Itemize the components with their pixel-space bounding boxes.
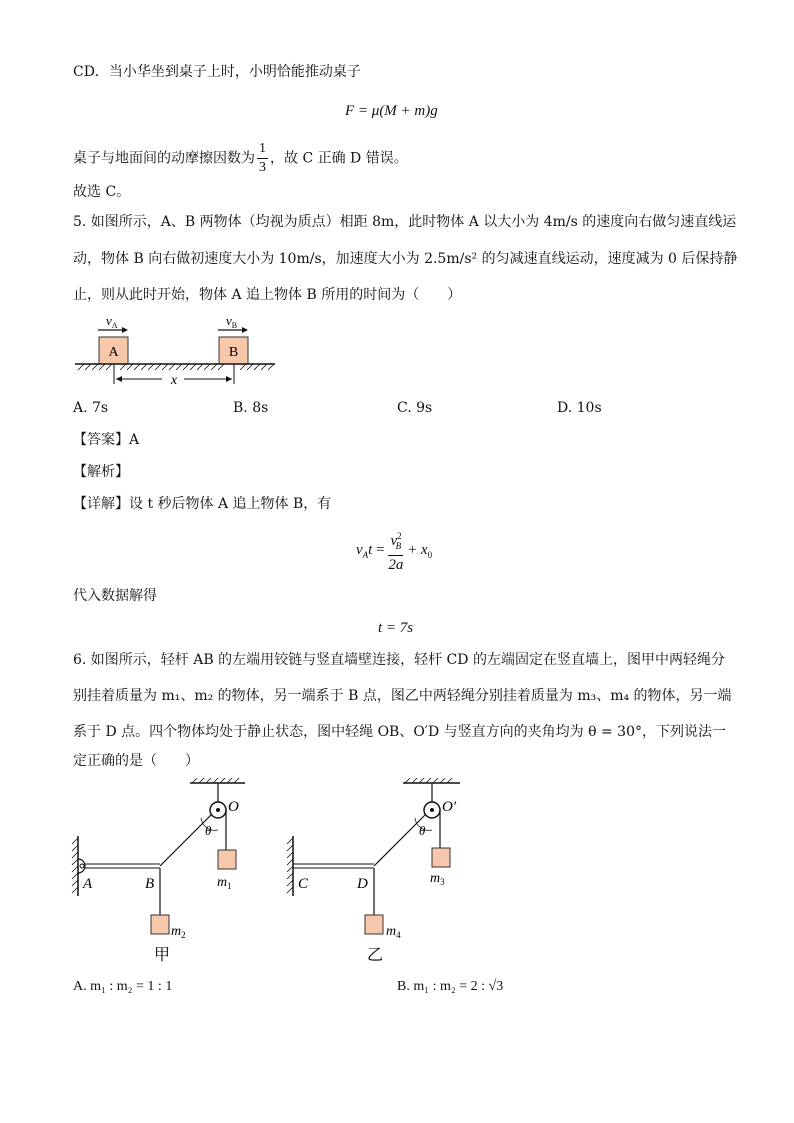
q6-line4: 定正确的是（ ）	[73, 753, 199, 769]
q5-line3: 止，则从此时开始，物体 A 追上物体 B 所用的时间为（ ）	[73, 287, 462, 303]
ground-hatch	[78, 364, 274, 370]
q6-line3: 系于 D 点。四个物体均处于静止状态，图中轻绳 OB、O′D 与竖直方向的夹角均为 θ = 30°，下列说法一	[73, 724, 726, 740]
label-m2: $m_2$	[171, 924, 186, 940]
eq-fraction: $\frac{v^2_B}{2a}$	[388, 527, 403, 574]
mass-m1	[218, 850, 236, 869]
label-m3: $m_3$	[430, 871, 445, 887]
label-m4: $m_4$	[386, 924, 401, 940]
q5-option-a: A. 7s	[73, 400, 109, 416]
x-label: x	[170, 373, 178, 388]
q5-line1: 5. 如图所示，A、B 两物体（均视为质点）相距 8m，此时物体 A 以大小为 4m/s 的速度向右做匀速直线运	[73, 214, 737, 230]
caption-jia: 甲	[153, 947, 171, 964]
label-o-prime: O′	[442, 799, 457, 815]
pulley-axle	[430, 808, 434, 812]
label-a: A	[83, 876, 93, 892]
label-d: D	[357, 876, 368, 892]
label-c: C	[298, 876, 309, 892]
cd-conclusion: 故选 C。	[73, 184, 131, 200]
hinge-pin	[80, 864, 84, 868]
q5-detail: 【详解】设 t 秒后物体 A 追上物体 B，有	[73, 496, 332, 512]
cd-line2-a: 桌子与地面间的动摩擦因数为	[73, 150, 255, 167]
eq-rest: + $x_0$	[407, 542, 433, 560]
q6-figure-jia	[65, 778, 265, 970]
block-a-label: A	[108, 345, 119, 360]
mass-m4	[365, 915, 383, 934]
q5-option-b: B. 8s	[233, 400, 269, 416]
wall-hatch	[287, 838, 293, 893]
q5-equation: $v_At$ = $\frac{v^2_B}{2a}$ + $x_0$	[356, 526, 432, 574]
q5-figure	[70, 310, 280, 392]
label-theta: θ	[205, 823, 212, 838]
cd-line2-b: ，故 C 正确 D 错误。	[270, 150, 408, 167]
q6-figure-yi	[280, 778, 480, 970]
va-arrowhead	[122, 327, 128, 333]
q5-substitute: 代入数据解得	[73, 588, 157, 604]
cd-formula: F = μ(M + m)g	[345, 103, 438, 119]
q5-answer-tag: 【答案】A	[73, 432, 140, 448]
dist-arrowhead-left	[116, 376, 122, 382]
pulley-axle	[216, 808, 220, 812]
label-o: O	[228, 799, 239, 815]
cd-line2	[73, 140, 408, 176]
q6-line1: 6. 如图所示，轻杆 AB 的左端用铰链与竖直墙壁连接，轻杆 CD 的左端固定在竖直墙上，图甲中两轻绳分	[73, 652, 725, 668]
mass-m3	[432, 848, 450, 867]
cd-fraction	[257, 140, 268, 177]
caption-yi: 乙	[366, 947, 384, 964]
q5-analysis-tag: 【解析】	[73, 464, 129, 480]
label-m1: $m_1$	[217, 875, 232, 891]
eq-lhs: $v_At$	[356, 542, 373, 560]
q5-result: t = 7s	[378, 620, 414, 636]
q5-line2: 动，物体 B 向右做初速度大小为 10m/s，加速度大小为 2.5m/s² 的匀减速直线运动，速度减为 0 后保持静	[73, 251, 738, 267]
rope-bo	[160, 815, 211, 866]
cd-line1: CD．当小华坐到桌子上时，小明恰能推动桌子	[73, 64, 361, 80]
label-b: B	[145, 876, 155, 892]
q5-option-d: D. 10s	[557, 400, 602, 416]
label-theta: θ	[419, 823, 426, 838]
q6-option-a: A. m₁ : m₂ = 1 : 1	[73, 979, 173, 994]
wall-hatch	[72, 838, 78, 893]
q6-option-b: B. m₁ : m₂ = 2 : √3	[397, 979, 504, 994]
rope-do	[374, 815, 425, 866]
block-b-label: B	[228, 345, 239, 360]
va-label: $v_A$	[106, 313, 118, 330]
q5-option-c: C. 9s	[397, 400, 433, 416]
cd-frac-den: 3	[259, 160, 266, 175]
vb-label: $v_B$	[226, 313, 238, 330]
mass-m2	[151, 915, 169, 934]
vb-arrowhead	[242, 327, 248, 333]
q6-line2: 别挂着质量为 m₁、m₂ 的物体，另一端系于 B 点，图乙中两轻绳分别挂着质量为 m₃、m₄ 的物体，另一端	[73, 688, 732, 704]
dist-arrowhead-right	[226, 376, 232, 382]
cd-frac-num: 1	[257, 140, 268, 159]
